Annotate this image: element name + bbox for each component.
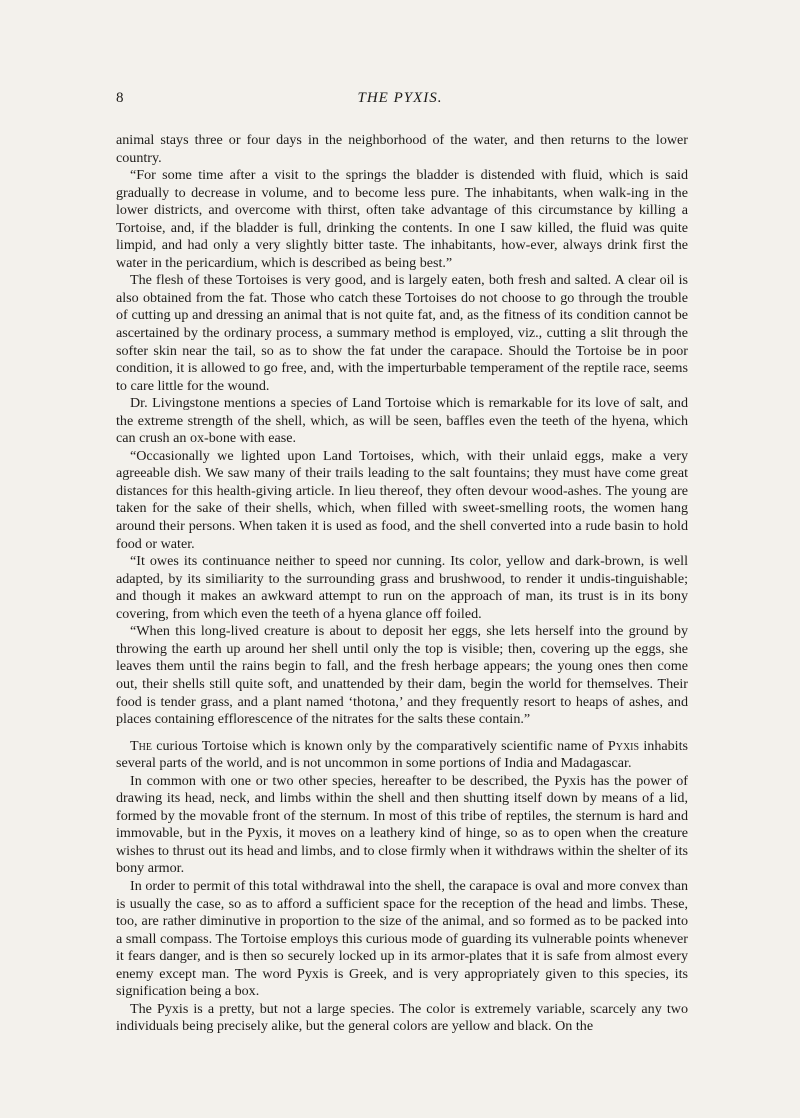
paragraph: The flesh of these Tortoises is very good, and is largely eaten, both fresh and salted. A clear oil is also obtained from the fat. Those who catch these Tortoises do not choose to go through the trouble of cutting up and dressing an animal that is not quite fat, and, as the fitness of its condition cannot be ascertained by the ordinary process, a summary method is employed, viz., cutting a slit through the softer skin near the tail, so as to show the fat under the carapace. Should the Tortoise be in poor condition, it is allowed to go free, and, with the imperturbable temperament of the reptile race, seems to care little for the wound. bbox=[116, 272, 688, 394]
section-lead-in: The bbox=[130, 737, 152, 754]
paragraph: “It owes its continuance neither to speed nor cunning. Its color, yellow and dark-brown, is well adapted, by its similiarity to the surrounding grass and brushwood, to render it undis-tinguishable; and though it makes an awkward attempt to run on the approach of man, its trust is in its bony covering, from which even the teeth of a hyena glance off foiled. bbox=[116, 553, 688, 622]
section-text: curious Tortoise which is known only by the comparatively scientific name of bbox=[151, 737, 608, 754]
species-name: Pyxis bbox=[607, 737, 640, 754]
paragraph: “For some time after a visit to the springs the bladder is distended with fluid, which is said gradually to decrease in volume, and to become less pure. The inhabitants, when walk-ing in the lower districts, and overcome with thirst, often take advantage of this circumstance by killing a Tortoise, and, if the bladder is full, drinking the contents. In one I saw killed, the fluid was quite limpid, and had only a very slightly bitter taste. The inhabitants, how-ever, always drink first the water in the pericardium, which is described as being best.” bbox=[116, 167, 688, 271]
paragraph: In order to permit of this total withdrawal into the shell, the carapace is oval and more convex than is usually the case, so as to afford a sufficient space for the reception of the head and limbs. These, too, are rather diminutive in proportion to the size of the animal, and so formed as to be packed into a small compass. The Tortoise employs this curious mode of guarding its vulnerable points whenever it fears danger, and is then so securely locked up in its armor-plates that it is safe from almost every enemy except man. The word Pyxis is Greek, and is very appropriately given to this species, its signification being a box. bbox=[116, 877, 688, 1000]
paragraph: Dr. Livingstone mentions a species of Land Tortoise which is remarkable for its love of salt, and the extreme strength of the shell, which, as will be seen, baffles even the teeth of the hyena, which can crush an ox-bone with ease. bbox=[116, 395, 688, 447]
body-text bbox=[116, 132, 688, 1036]
section-opening-paragraph bbox=[116, 738, 688, 773]
page-number: 8 bbox=[116, 90, 124, 106]
paragraph: In common with one or two other species, hereafter to be described, the Pyxis has the power of drawing its head, neck, and limbs within the shell and then shutting itself down by means of a lid, formed by the movable front of the sternum. In most of this tribe of reptiles, the sternum is hard and immovable, but in the Pyxis, it moves on a leathery kind of hinge, so as to open when the creature wishes to thrust out its head and limbs, and to close firmly when it withdraws within the shelter of its bony armor. bbox=[116, 772, 688, 877]
page-header bbox=[108, 90, 692, 112]
running-title: THE PYXIS. bbox=[357, 90, 443, 106]
paragraph: animal stays three or four days in the neighborhood of the water, and then returns to the lower country. bbox=[116, 132, 688, 166]
paragraph: “Occasionally we lighted upon Land Tortoises, which, with their unlaid eggs, make a very agreeable dish. We saw many of their trails leading to the salt fountains; they must have come great distances for this health-giving article. In lieu thereof, they often devour wood-ashes. The young are taken for the sake of their shells, which, when filled with sweet-smelling roots, the women hang around their persons. When taken it is used as food, and the shell converted into a rude basin to hold food or water. bbox=[116, 447, 688, 552]
paragraph: “When this long-lived creature is about to deposit her eggs, she lets herself into the ground by throwing the earth up around her shell until only the top is visible; then, covering up the eggs, she leaves them until the rains begin to fall, and the fresh herbage appears; the young ones then come out, their shells still quite soft, and unattended by their dam, begin the world for themselves. Their food is tender grass, and a plant named ‘thotona,’ and they frequently resort to heaps of ashes, and places containing efflorescence of the nitrates for the salts these contain.” bbox=[116, 623, 688, 728]
paragraph: The Pyxis is a pretty, but not a large species. The color is extremely variable, scarcely any two individuals being precisely alike, but the general colors are yellow and black. On the bbox=[116, 1000, 688, 1035]
section-text-rest: inhabits several parts of the world, and is not uncommon in some portions of India and Madagascar. bbox=[116, 737, 688, 772]
